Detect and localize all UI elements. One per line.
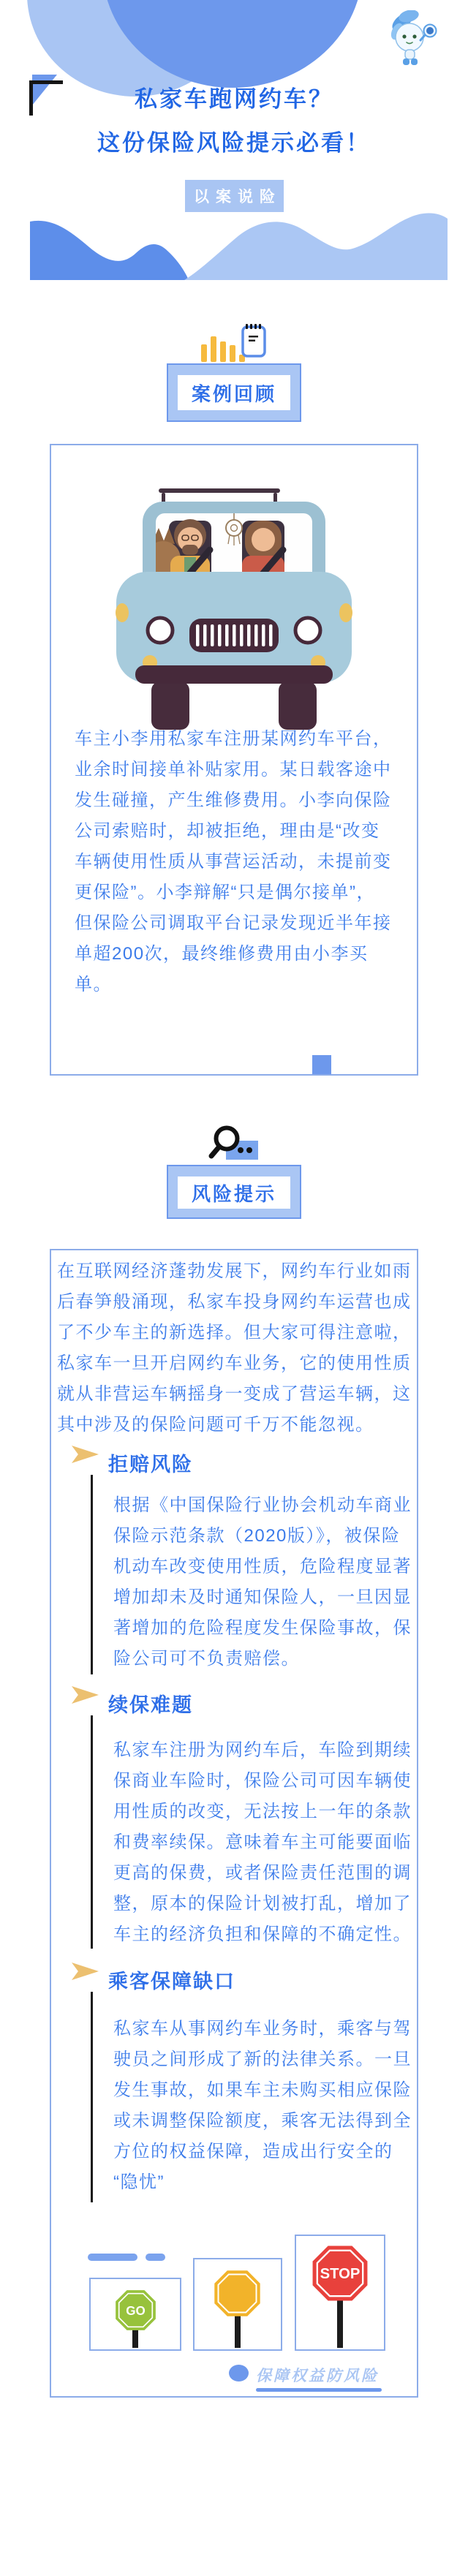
risk-intro-text bbox=[57, 1256, 412, 1440]
risk-item-line: 保险示范条款（2020版）》，被保险 bbox=[113, 1526, 401, 1546]
svg-text:STOP: STOP bbox=[320, 2266, 361, 2283]
slogan-dot-icon bbox=[229, 2365, 249, 2382]
magnifier-icon bbox=[206, 1123, 262, 1161]
risk-item-line: 保商业车险时，保险公司可因车辆使 bbox=[113, 1771, 412, 1791]
risk-item-text-renewal bbox=[113, 1735, 412, 1950]
caution-sign-pole bbox=[235, 2314, 241, 2348]
page-title-line2: 这份保险风险提示必看！ bbox=[97, 130, 371, 156]
risk-intro-line: 私家车一旦开启网约车业务，它的使用性质 bbox=[57, 1353, 412, 1373]
risk-item-line: 用性质的改变，无法按上一年的条款 bbox=[113, 1802, 412, 1821]
risk-intro-line: 就从非营运车辆摇身一变成了营运车辆，这 bbox=[57, 1384, 412, 1404]
risk-intro-line: 在互联网经济蓬勃发展下，网约车行业如雨 bbox=[57, 1261, 412, 1281]
case-line: 公司索赔时，却被拒绝，理由是“改变 bbox=[75, 821, 380, 841]
decor-square bbox=[312, 1055, 331, 1074]
case-line: 发生碰撞，产生维修费用。小李向保险 bbox=[75, 790, 392, 810]
risk-tips-header: 风险提示 bbox=[178, 1176, 290, 1209]
risk-item-line: 险公司可不负责赔偿。 bbox=[113, 1649, 300, 1669]
risk-item-line: 和费率续保。意味着车主可能要面临 bbox=[113, 1832, 412, 1852]
risk-item-line: 根据《中国保险行业协会机动车商业 bbox=[113, 1495, 412, 1515]
risk-item-title-passenger-gap: 乘客保障缺口 bbox=[108, 1971, 235, 1993]
risk-item-line: 私家车注册为网约车后，车险到期续 bbox=[113, 1740, 412, 1760]
stop-sign-icon bbox=[312, 2245, 369, 2302]
risk-item-line: “隐忧” bbox=[113, 2172, 165, 2192]
risk-item-line: 著增加的危险程度发生保险事故，保 bbox=[113, 1618, 412, 1638]
svg-text:GO: GO bbox=[126, 2303, 146, 2318]
risk-intro-line: 其中涉及的保险问题可千万不能忽视。 bbox=[57, 1415, 374, 1435]
case-line: 单。 bbox=[75, 975, 112, 994]
risk-item-line: 更高的保费，或者保险责任范围的调 bbox=[113, 1863, 412, 1883]
stop-sign-pole bbox=[337, 2299, 343, 2348]
car-with-passengers-illustration bbox=[113, 487, 355, 730]
case-story-text bbox=[75, 724, 392, 1000]
risk-item-line: 增加却未及时通知保险人，一旦因显 bbox=[113, 1587, 412, 1607]
risk-item-text-passenger-gap bbox=[113, 2014, 412, 2198]
slogan-text: 保障权益防风险 bbox=[256, 2368, 379, 2384]
slogan-underline bbox=[256, 2388, 382, 2392]
go-sign-icon bbox=[115, 2289, 156, 2331]
decor-dash-long bbox=[88, 2254, 137, 2261]
risk-item-title-claim-denial: 拒赔风险 bbox=[108, 1454, 193, 1476]
case-line: 车主小李用私家车注册某网约车平台， bbox=[75, 729, 392, 749]
risk-intro-line: 了不少车主的新选择。但大家可得注意啦， bbox=[57, 1323, 412, 1342]
risk-item-text-claim-denial bbox=[113, 1490, 412, 1674]
case-line: 业余时间接单补贴家用。某日载客途中 bbox=[75, 760, 392, 779]
risk-item-line: 驶员之间形成了新的法律关系。一旦 bbox=[113, 2050, 412, 2069]
risk-item-title-renewal: 续保难题 bbox=[108, 1694, 193, 1716]
badge-case-explains-risk: 以案说险 bbox=[185, 180, 284, 212]
risk-item-line: 或未调整保险额度，乘客无法得到全 bbox=[113, 2111, 412, 2131]
case-line: 单超200次，最终维修费用由小李买 bbox=[75, 944, 369, 964]
risk-item-line: 发生事故，如果车主未购买相应保险 bbox=[113, 2080, 412, 2100]
risk-item-line: 整，原本的保险计划被打乱，增加了 bbox=[113, 1894, 412, 1914]
decor-dash-short bbox=[146, 2254, 165, 2261]
case-line: 更保险”。小李辩解“只是偶尔接单”， bbox=[75, 883, 375, 902]
go-sign-pole bbox=[132, 2328, 138, 2348]
paragraph-rule bbox=[91, 1475, 93, 1674]
paragraph-rule bbox=[91, 1992, 93, 2202]
mascot-icon bbox=[386, 10, 440, 69]
risk-item-line: 私家车从事网约车业务时，乘客与驾 bbox=[113, 2019, 412, 2039]
caution-sign-icon bbox=[214, 2270, 261, 2317]
risk-intro-line: 后春笋般涌现，私家车投身网约车运营也成 bbox=[57, 1292, 412, 1312]
case-review-header: 案例回顾 bbox=[178, 375, 290, 410]
bar-chart-clipboard-icon bbox=[196, 324, 269, 365]
case-line: 但保险公司调取平台记录发现近半年接 bbox=[75, 913, 392, 933]
page-title-line1: 私家车跑网约车？ bbox=[135, 86, 333, 112]
risk-item-line: 车主的经济负担和保障的不确定性。 bbox=[113, 1925, 412, 1944]
paragraph-rule bbox=[91, 1715, 93, 1949]
risk-item-line: 机动车改变使用性质，危险程度显著 bbox=[113, 1557, 412, 1576]
risk-item-line: 方位的权益保障，造成出行安全的 bbox=[113, 2142, 393, 2161]
case-line: 车辆使用性质从事营运活动，未提前变 bbox=[75, 852, 392, 872]
